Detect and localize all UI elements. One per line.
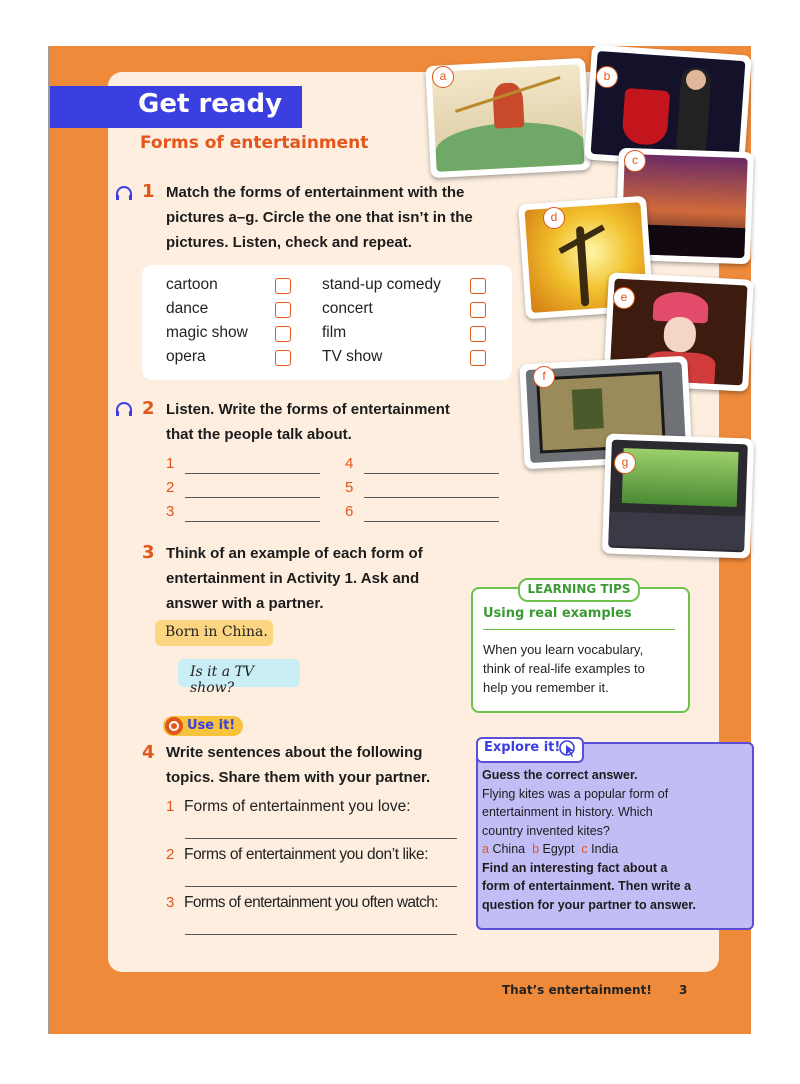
speech-bubble-answer: Born in China. — [155, 620, 273, 646]
item-number: 1 — [166, 798, 175, 815]
photo-label-a: a — [432, 66, 454, 88]
learning-tips-tab: LEARNING TIPS — [518, 578, 640, 602]
headphones-icon — [115, 186, 133, 200]
word-tv-show: TV show — [322, 348, 383, 365]
checkbox-opera[interactable] — [275, 350, 291, 366]
item-text: Forms of entertainment you love: — [184, 798, 411, 815]
answer-line[interactable] — [185, 521, 320, 522]
answer-line[interactable] — [364, 497, 499, 498]
checkbox-tv-show[interactable] — [470, 350, 486, 366]
photo-label-g: g — [614, 452, 636, 474]
blank-number: 2 — [166, 479, 175, 496]
answer-line[interactable] — [185, 497, 320, 498]
page-number: 3 — [679, 983, 688, 997]
learning-tips-body: When you learn vocabulary, think of real-life examples to help you remember it. — [483, 642, 645, 695]
photo-label-d: d — [543, 207, 565, 229]
pointer-icon — [558, 739, 578, 759]
activity-4-number: 4 — [142, 742, 155, 763]
activity-3-instruction: Think of an example of each form of entertainment in Activity 1. Ask and answer with a partner. — [166, 545, 423, 612]
item-number: 2 — [166, 846, 175, 863]
checkbox-film[interactable] — [470, 326, 486, 342]
photo-label-e: e — [613, 287, 635, 309]
checkbox-magic-show[interactable] — [275, 326, 291, 342]
blank-number: 6 — [345, 503, 354, 520]
footer-unit-title: That’s entertainment! — [502, 983, 652, 997]
activity-2-instruction: Listen. Write the forms of entertainment that the people talk about. — [166, 401, 450, 443]
speech-bubble-question: Is it a TV show? — [178, 659, 300, 687]
explore-options: a China b Egypt c India — [482, 842, 619, 856]
activity-1-instruction: Match the forms of entertainment with the pictures a–g. Circle the one that isn’t in the pictures. Listen, check and repeat. — [166, 184, 473, 251]
explore-tab-label: Explore it! — [484, 740, 561, 755]
use-it-icon — [164, 716, 184, 736]
photo-label-b: b — [596, 66, 618, 88]
activity-1-number: 1 — [142, 181, 155, 202]
answer-line[interactable] — [364, 521, 499, 522]
page-title: Get ready — [138, 89, 283, 119]
explore-content: Guess the correct answer. Flying kites was a popular form of entertainment in history. Which country invented kites? a China b Egypt c India Find an interesting fact about a form of entertainment. Then write a question for your partner to answer. — [482, 768, 696, 912]
section-subtitle: Forms of entertainment — [140, 133, 369, 153]
photo-label-f: f — [533, 366, 555, 388]
checkbox-cartoon[interactable] — [275, 278, 291, 294]
item-text: Forms of entertainment you don’t like: — [184, 846, 429, 863]
word-film: film — [322, 324, 347, 341]
item-text: Forms of entertainment you often watch: — [184, 894, 439, 911]
activity-3-number: 3 — [142, 542, 155, 563]
answer-line[interactable] — [185, 473, 320, 474]
blank-number: 3 — [166, 503, 175, 520]
answer-line[interactable] — [185, 886, 457, 887]
checkbox-concert[interactable] — [470, 302, 486, 318]
blank-number: 4 — [345, 455, 354, 472]
activity-2-number: 2 — [142, 398, 155, 419]
blank-number: 1 — [166, 455, 175, 472]
word-dance: dance — [166, 300, 209, 317]
answer-line[interactable] — [185, 934, 457, 935]
checkbox-stand-up-comedy[interactable] — [470, 278, 486, 294]
item-number: 3 — [166, 894, 175, 911]
tips-divider — [483, 629, 675, 630]
word-concert: concert — [322, 300, 373, 317]
answer-line[interactable] — [185, 838, 457, 839]
page-edge — [48, 46, 49, 1034]
checkbox-dance[interactable] — [275, 302, 291, 318]
learning-tips-heading: Using real examples — [483, 606, 632, 621]
photo-label-c: c — [624, 150, 646, 172]
word-opera: opera — [166, 348, 206, 365]
answer-line[interactable] — [364, 473, 499, 474]
word-stand-up-comedy: stand-up comedy — [322, 276, 441, 293]
blank-number: 5 — [345, 479, 354, 496]
word-magic-show: magic show — [166, 324, 248, 341]
use-it-label: Use it! — [187, 718, 236, 733]
headphones-icon — [115, 402, 133, 416]
activity-4-instruction: Write sentences about the following topics. Share them with your partner. — [166, 744, 431, 786]
word-cartoon: cartoon — [166, 276, 218, 293]
